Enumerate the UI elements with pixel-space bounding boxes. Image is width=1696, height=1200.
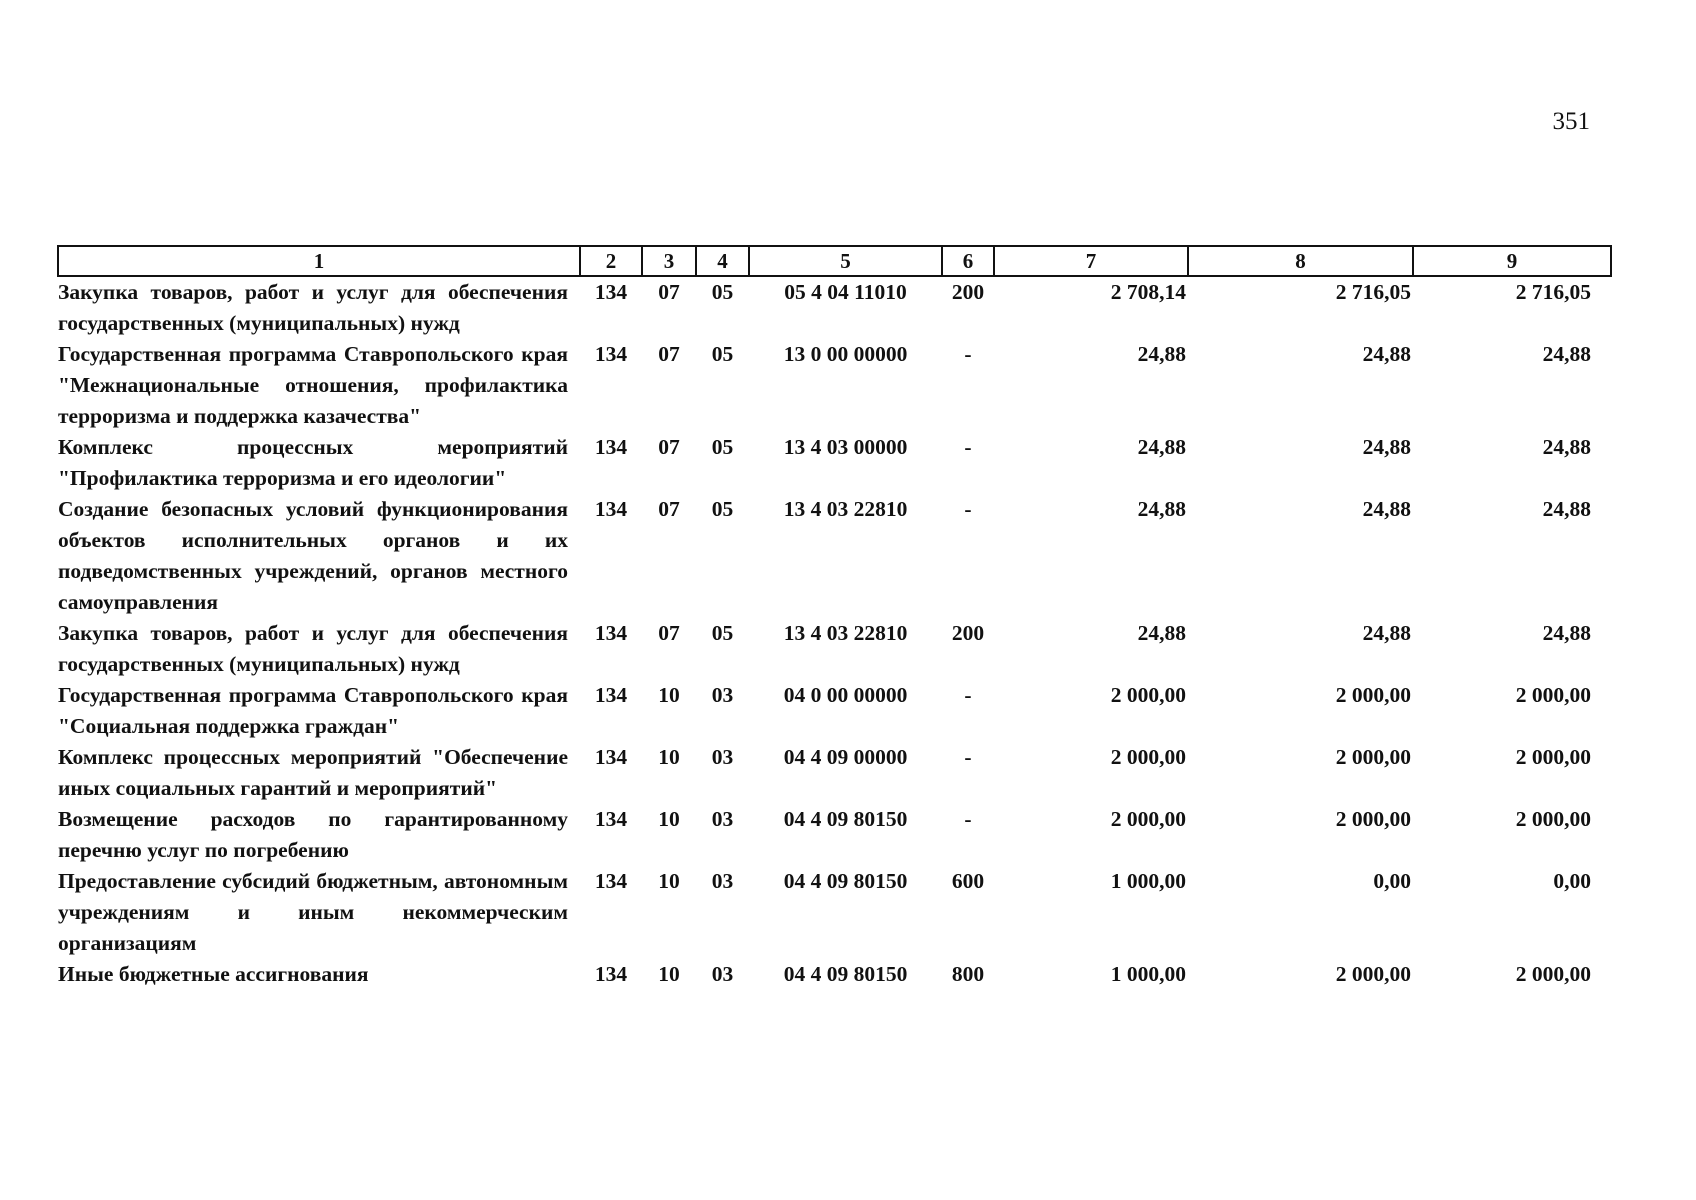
- expense-type-cell: -: [964, 807, 972, 831]
- table-row: [58, 276, 1611, 339]
- amount-col9-cell: 2 716,05: [1515, 280, 1591, 304]
- kvsr-cell: 134: [594, 621, 628, 645]
- header-row: [58, 246, 1611, 276]
- amount-col7-cell: 1 000,00: [1110, 869, 1186, 893]
- amount-col7-cell: 1 000,00: [1110, 962, 1186, 986]
- amount-col7-cell: 2 000,00: [1110, 745, 1186, 769]
- budget-table: [57, 245, 1612, 990]
- kvsr-cell: 134: [594, 435, 628, 459]
- column-header: 7: [994, 246, 1188, 276]
- expense-type-cell: -: [964, 497, 972, 521]
- amount-col8-cell: 2 000,00: [1335, 807, 1411, 831]
- amount-col7-cell: 24,88: [1137, 435, 1186, 459]
- subsection-cell: 03: [711, 962, 734, 986]
- column-header: 8: [1188, 246, 1413, 276]
- row-name-cell: Закупка товаров, работ и услуг для обеспечения государственных (муниципальных) нужд: [58, 621, 568, 676]
- section-cell: 07: [658, 435, 680, 459]
- amount-col9-cell: 2 000,00: [1515, 683, 1591, 707]
- amount-col8-cell: 2 000,00: [1335, 962, 1411, 986]
- subsection-cell: 05: [711, 280, 734, 304]
- target-article-cell: 04 4 09 00000: [783, 745, 908, 769]
- amount-col9-cell: 2 000,00: [1515, 745, 1591, 769]
- table-row: [58, 680, 1611, 742]
- subsection-cell: 03: [711, 745, 734, 769]
- row-name-cell: Закупка товаров, работ и услуг для обеспечения государственных (муниципальных) нужд: [58, 280, 568, 335]
- kvsr-cell: 134: [594, 280, 628, 304]
- section-cell: 10: [658, 962, 680, 986]
- expense-type-cell: -: [964, 342, 972, 366]
- table-row: [58, 494, 1611, 618]
- section-cell: 07: [658, 280, 680, 304]
- amount-col9-cell: 0,00: [1553, 869, 1591, 893]
- expense-type-cell: 200: [951, 621, 985, 645]
- table-row: [58, 432, 1611, 494]
- amount-col8-cell: 2 000,00: [1335, 683, 1411, 707]
- row-name-cell: Предоставление субсидий бюджетным, автономным учреждениям и иным некоммерческим организациям: [58, 869, 568, 955]
- section-cell: 07: [658, 621, 680, 645]
- subsection-cell: 05: [711, 435, 734, 459]
- kvsr-cell: 134: [594, 962, 628, 986]
- column-header: 6: [942, 246, 994, 276]
- subsection-cell: 03: [711, 683, 734, 707]
- kvsr-cell: 134: [594, 869, 628, 893]
- subsection-cell: 03: [711, 807, 734, 831]
- amount-col8-cell: 24,88: [1362, 342, 1411, 366]
- table-row: [58, 742, 1611, 804]
- amount-col8-cell: 24,88: [1362, 435, 1411, 459]
- column-header: 1: [58, 246, 580, 276]
- subsection-cell: 05: [711, 342, 734, 366]
- row-name-cell: Возмещение расходов по гарантированному перечню услуг по погребению: [58, 807, 568, 862]
- column-header: 9: [1413, 246, 1611, 276]
- row-name-cell: Иные бюджетные ассигнования: [58, 962, 369, 986]
- section-cell: 10: [658, 869, 680, 893]
- section-cell: 07: [658, 342, 680, 366]
- column-header: 4: [696, 246, 749, 276]
- amount-col9-cell: 2 000,00: [1515, 807, 1591, 831]
- kvsr-cell: 134: [594, 497, 628, 521]
- expense-type-cell: -: [964, 745, 972, 769]
- table-body: [58, 276, 1611, 990]
- subsection-cell: 05: [711, 497, 734, 521]
- amount-col8-cell: 24,88: [1362, 621, 1411, 645]
- row-name-cell: Государственная программа Ставропольского края "Межнациональные отношения, профилактика терроризма и поддержка казачества": [58, 342, 568, 428]
- amount-col7-cell: 2 708,14: [1110, 280, 1186, 304]
- amount-col8-cell: 0,00: [1373, 869, 1411, 893]
- column-header: 3: [642, 246, 696, 276]
- amount-col9-cell: 2 000,00: [1515, 962, 1591, 986]
- amount-col7-cell: 2 000,00: [1110, 807, 1186, 831]
- amount-col7-cell: 2 000,00: [1110, 683, 1186, 707]
- expense-type-cell: 800: [951, 962, 985, 986]
- target-article-cell: 04 4 09 80150: [783, 807, 908, 831]
- amount-col9-cell: 24,88: [1542, 435, 1591, 459]
- amount-col7-cell: 24,88: [1137, 342, 1186, 366]
- section-cell: 10: [658, 807, 680, 831]
- subsection-cell: 03: [711, 869, 734, 893]
- section-cell: 10: [658, 745, 680, 769]
- amount-col9-cell: 24,88: [1542, 497, 1591, 521]
- kvsr-cell: 134: [594, 342, 628, 366]
- target-article-cell: 13 4 03 22810: [783, 497, 908, 521]
- table-row: [58, 804, 1611, 866]
- target-article-cell: 13 4 03 00000: [783, 435, 908, 459]
- target-article-cell: 04 4 09 80150: [783, 869, 908, 893]
- amount-col8-cell: 2 716,05: [1335, 280, 1411, 304]
- kvsr-cell: 134: [594, 745, 628, 769]
- kvsr-cell: 134: [594, 683, 628, 707]
- row-name-cell: Комплекс процессных мероприятий "Обеспечение иных социальных гарантий и мероприятий": [58, 745, 568, 800]
- column-header: 2: [580, 246, 642, 276]
- amount-col7-cell: 24,88: [1137, 497, 1186, 521]
- expense-type-cell: -: [964, 683, 972, 707]
- table-header: [58, 246, 1611, 276]
- target-article-cell: 04 4 09 80150: [783, 962, 908, 986]
- target-article-cell: 04 0 00 00000: [783, 683, 908, 707]
- section-cell: 10: [658, 683, 680, 707]
- page-number: 351: [1552, 108, 1590, 135]
- column-header: 5: [749, 246, 942, 276]
- kvsr-cell: 134: [594, 807, 628, 831]
- section-cell: 07: [658, 497, 680, 521]
- amount-col8-cell: 2 000,00: [1335, 745, 1411, 769]
- target-article-cell: 13 0 00 00000: [783, 342, 908, 366]
- expense-type-cell: 600: [951, 869, 985, 893]
- amount-col9-cell: 24,88: [1542, 342, 1591, 366]
- table-row: [58, 339, 1611, 432]
- table-row: [58, 866, 1611, 959]
- target-article-cell: 05 4 04 11010: [784, 280, 907, 304]
- expense-type-cell: -: [964, 435, 972, 459]
- amount-col7-cell: 24,88: [1137, 621, 1186, 645]
- row-name-cell: Комплекс процессных мероприятий "Профилактика терроризма и его идеологии": [58, 435, 568, 490]
- expense-type-cell: 200: [951, 280, 985, 304]
- amount-col9-cell: 24,88: [1542, 621, 1591, 645]
- table-row: [58, 618, 1611, 680]
- target-article-cell: 13 4 03 22810: [783, 621, 908, 645]
- row-name-cell: Государственная программа Ставропольского края "Социальная поддержка граждан": [58, 683, 568, 738]
- amount-col8-cell: 24,88: [1362, 497, 1411, 521]
- subsection-cell: 05: [711, 621, 734, 645]
- row-name-cell: Создание безопасных условий функционирования объектов исполнительных органов и их подведомственных учреждений, органов местного самоуправления: [58, 497, 568, 614]
- table-row: [58, 959, 1611, 990]
